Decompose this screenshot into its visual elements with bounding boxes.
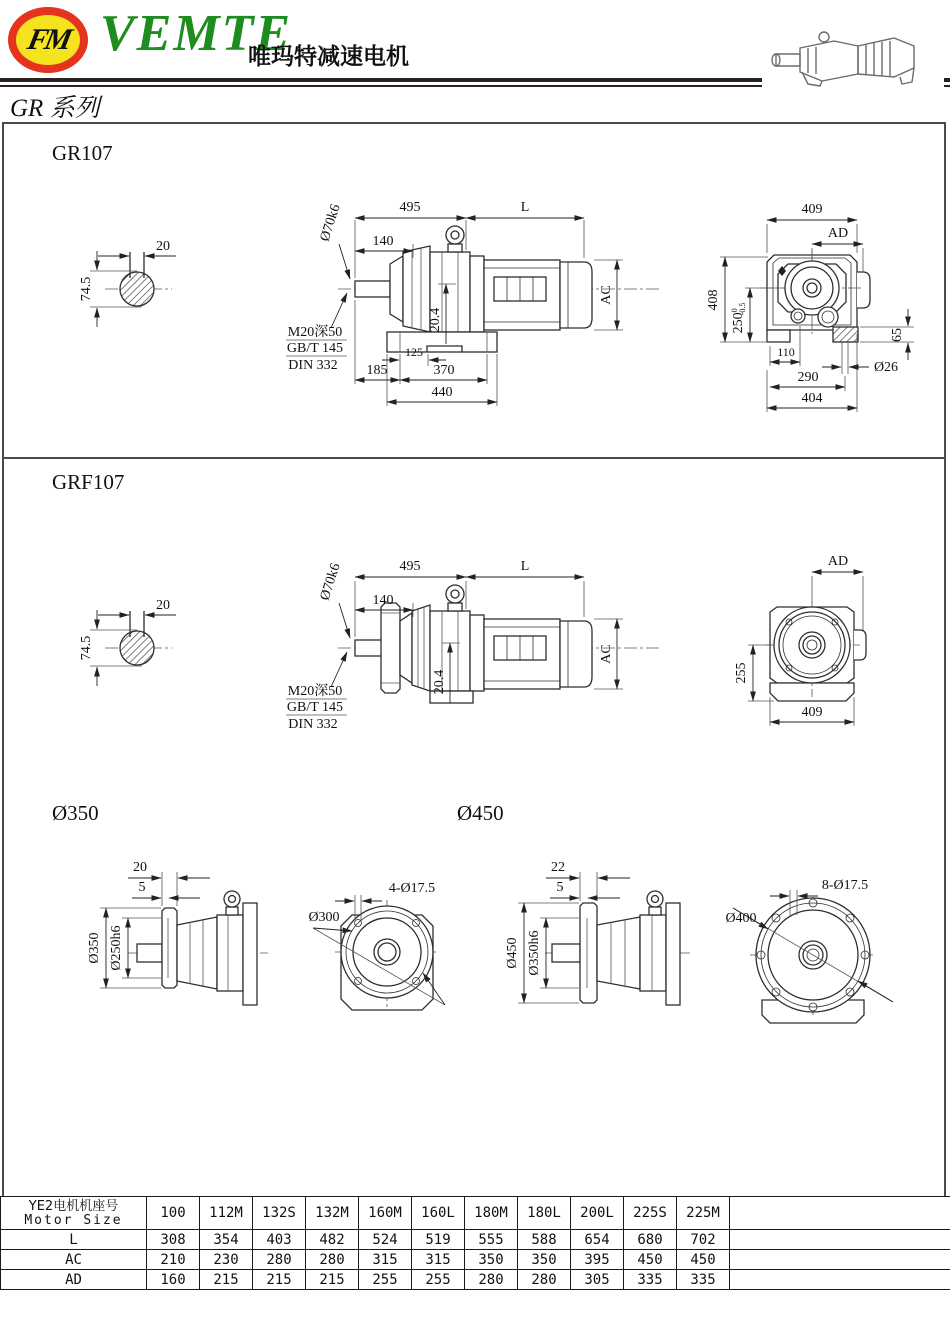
dim-motor-length: L bbox=[520, 559, 530, 574]
dim-tap-hole: M20深50 bbox=[287, 325, 343, 340]
dim-shaft-diameter: Ø70k6 bbox=[317, 202, 344, 244]
dim-overhang: 185 bbox=[366, 363, 388, 378]
dim-base-width: 404 bbox=[801, 391, 823, 406]
section-title-gr107: GR107 bbox=[52, 141, 113, 165]
cell-AD-160M: 255 bbox=[359, 1270, 412, 1290]
dim-end-width: 409 bbox=[801, 705, 823, 720]
cell-AC-160L: 315 bbox=[412, 1250, 465, 1270]
cell-AD-180M: 280 bbox=[465, 1270, 518, 1290]
motor-size-table bbox=[0, 1196, 950, 1290]
column-header-132M: 132M bbox=[306, 1197, 359, 1230]
section-title-grf107: GRF107 bbox=[52, 470, 125, 494]
dim-motor-length: L bbox=[520, 200, 530, 215]
cell-L-225S: 680 bbox=[624, 1230, 677, 1250]
section-title-flange450: Ø450 bbox=[457, 801, 504, 825]
dim-end-width: 409 bbox=[801, 202, 823, 217]
dim-gear-length: 495 bbox=[399, 200, 421, 215]
section-title-flange350: Ø350 bbox=[52, 801, 99, 825]
table-header-en: Motor Size bbox=[24, 1212, 123, 1228]
dim-shaft-centre-height: $250^0-0.5$ bbox=[730, 302, 747, 334]
dim-motor-diameter: AC bbox=[599, 644, 614, 664]
dim-tap-hole: M20深50 bbox=[287, 684, 343, 699]
column-header-180M: 180M bbox=[465, 1197, 518, 1230]
table-filler-cell bbox=[730, 1250, 950, 1270]
cell-L-112M: 354 bbox=[200, 1230, 253, 1250]
cell-AD-132S: 215 bbox=[253, 1270, 306, 1290]
cell-AD-132M: 215 bbox=[306, 1270, 359, 1290]
dim-tap-standard2: DIN 332 bbox=[288, 717, 338, 732]
dim-end-ad: AD bbox=[827, 226, 849, 241]
dim-bolt-circle: Ø400 bbox=[725, 911, 757, 926]
grf107-side-view-drawing bbox=[286, 559, 662, 732]
dim-key-width: 20 bbox=[156, 239, 170, 254]
dim-end-height: 408 bbox=[706, 289, 721, 311]
dim-shaft-height: 74.5 bbox=[79, 635, 94, 661]
dim-key-width: 20 bbox=[156, 598, 170, 613]
dim-flange-od: Ø350 bbox=[87, 932, 102, 964]
cell-L-160M: 524 bbox=[359, 1230, 412, 1250]
cell-AC-132S: 280 bbox=[253, 1250, 306, 1270]
column-header-112M: 112M bbox=[200, 1197, 253, 1230]
flange450-front-view-drawing bbox=[725, 878, 893, 1023]
dim-bolt-holes: 8-Ø17.5 bbox=[821, 878, 869, 893]
dim-motor-diameter: AC bbox=[599, 285, 614, 305]
flange350-front-view-drawing bbox=[308, 881, 445, 1010]
cell-AC-160M: 315 bbox=[359, 1250, 412, 1270]
dim-foot-hole-diameter: Ø26 bbox=[873, 360, 899, 375]
column-header-200L: 200L bbox=[571, 1197, 624, 1230]
dim-tap-standard1: GB/T 145 bbox=[286, 700, 344, 715]
cell-AC-112M: 230 bbox=[200, 1250, 253, 1270]
dim-foot-hole-offset: 125 bbox=[405, 345, 423, 359]
cell-L-160L: 519 bbox=[412, 1230, 465, 1250]
cell-L-132M: 482 bbox=[306, 1230, 359, 1250]
dim-spigot-diameter: Ø250h6 bbox=[109, 925, 124, 971]
dim-bolt-holes: 4-Ø17.5 bbox=[388, 881, 436, 896]
column-header-225S: 225S bbox=[624, 1197, 677, 1230]
brand-name: VEMTE bbox=[100, 5, 293, 62]
cell-AC-225M: 450 bbox=[677, 1250, 730, 1270]
column-header-160M: 160M bbox=[359, 1197, 412, 1230]
grf107-end-view-drawing bbox=[734, 554, 866, 726]
cell-AC-225S: 450 bbox=[624, 1250, 677, 1270]
cell-AC-180L: 350 bbox=[518, 1250, 571, 1270]
grf107-shaft-section-drawing bbox=[79, 598, 176, 686]
dim-end-ad: AD bbox=[827, 554, 849, 569]
dim-foot-offset: 110 bbox=[777, 345, 795, 359]
dim-shaft-height: 74.5 bbox=[79, 276, 94, 302]
table-filler-cell bbox=[730, 1197, 950, 1230]
cell-AC-132M: 280 bbox=[306, 1250, 359, 1270]
dim-hub-length: 22 bbox=[551, 860, 565, 875]
dim-bolt-circle: Ø300 bbox=[308, 910, 340, 925]
column-header-132S: 132S bbox=[253, 1197, 306, 1230]
gr107-shaft-section-drawing bbox=[79, 239, 176, 327]
dim-gap: 5 bbox=[138, 880, 146, 895]
series-label: GR 系列 bbox=[10, 95, 100, 122]
table-header-cn: YE2电机机座号 bbox=[28, 1198, 119, 1214]
dim-spigot-diameter: Ø350h6 bbox=[527, 930, 542, 976]
cell-L-132S: 403 bbox=[253, 1230, 306, 1250]
dim-base-length: 440 bbox=[431, 385, 453, 400]
dim-foot-span: 290 bbox=[797, 370, 819, 385]
gr107-end-view-drawing bbox=[706, 202, 914, 412]
cell-L-200L: 654 bbox=[571, 1230, 624, 1250]
dim-pad-height: 65 bbox=[890, 328, 905, 342]
dim-gap: 5 bbox=[556, 880, 564, 895]
table-filler-cell bbox=[730, 1230, 950, 1250]
gr107-side-view-drawing bbox=[286, 200, 662, 406]
dim-shaft-diameter: Ø70k6 bbox=[317, 561, 344, 603]
cell-AD-225M: 335 bbox=[677, 1270, 730, 1290]
cell-AD-180L: 280 bbox=[518, 1270, 571, 1290]
cell-AD-112M: 215 bbox=[200, 1270, 253, 1290]
row-label-AC: AC bbox=[1, 1250, 147, 1270]
brand-name-chinese: 唯玛特减速电机 bbox=[248, 44, 409, 69]
cell-L-100: 308 bbox=[147, 1230, 200, 1250]
dim-key-offset: 20.4 bbox=[428, 307, 443, 333]
dim-tap-standard2: DIN 332 bbox=[288, 358, 338, 373]
gearmotor-illustration bbox=[762, 24, 944, 88]
cell-AC-180M: 350 bbox=[465, 1250, 518, 1270]
column-header-100: 100 bbox=[147, 1197, 200, 1230]
row-label-L: L bbox=[1, 1230, 147, 1250]
cell-L-180M: 555 bbox=[465, 1230, 518, 1250]
cell-AD-160L: 255 bbox=[412, 1270, 465, 1290]
logo-text: FM bbox=[24, 23, 72, 56]
dim-tap-standard1: GB/T 145 bbox=[286, 341, 344, 356]
column-header-180L: 180L bbox=[518, 1197, 571, 1230]
cell-AC-200L: 395 bbox=[571, 1250, 624, 1270]
cell-L-225M: 702 bbox=[677, 1230, 730, 1250]
dim-shaft-length: 140 bbox=[372, 234, 394, 249]
dim-end-height: 255 bbox=[734, 662, 749, 684]
dim-foot-length: 370 bbox=[433, 363, 455, 378]
flange350-side-view-drawing bbox=[87, 860, 268, 1005]
cell-AC-100: 210 bbox=[147, 1250, 200, 1270]
column-header-225M: 225M bbox=[677, 1197, 730, 1230]
dim-key-offset: 20.4 bbox=[432, 669, 447, 695]
flange450-side-view-drawing bbox=[505, 860, 690, 1005]
dim-flange-od: Ø450 bbox=[505, 937, 520, 969]
dim-gear-length: 495 bbox=[399, 559, 421, 574]
cell-AD-100: 160 bbox=[147, 1270, 200, 1290]
dim-shaft-length: 140 bbox=[372, 593, 394, 608]
cell-AD-225S: 335 bbox=[624, 1270, 677, 1290]
column-header-160L: 160L bbox=[412, 1197, 465, 1230]
table-filler-cell bbox=[730, 1270, 950, 1290]
cell-L-180L: 588 bbox=[518, 1230, 571, 1250]
row-label-AD: AD bbox=[1, 1270, 147, 1290]
cell-AD-200L: 305 bbox=[571, 1270, 624, 1290]
dim-hub-length: 20 bbox=[133, 860, 147, 875]
table-header-label bbox=[1, 1197, 147, 1230]
